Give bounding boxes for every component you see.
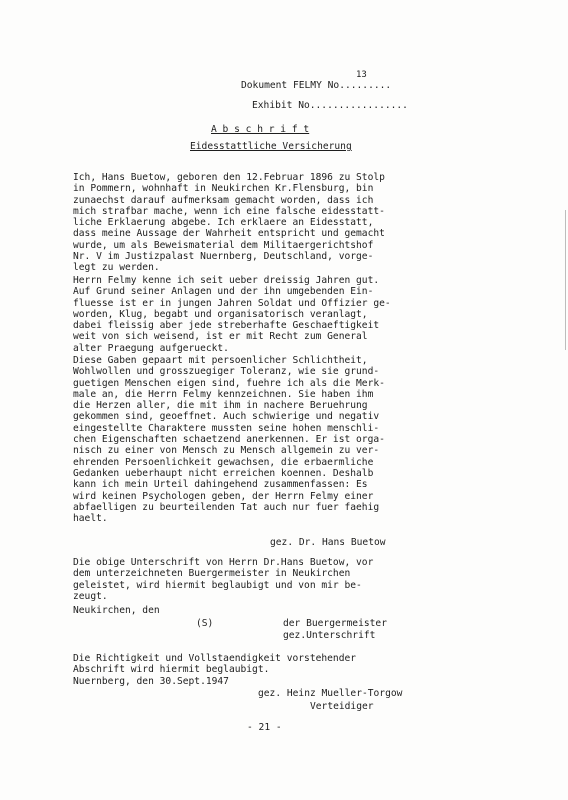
paragraph-3: Diese Gaben gepaart mit persoenlicher Schlichtheit, Wohlwollen und grosszuegiger Toleranz, wie sie grund- guetigen Menschen eigen sind, fuehre ich als die Merk- male an, die Herrn Felmy kennzeichnen. Sie haben ihm die Herzen aller, die mit ihm in nachere Beruehrung gekommen sind, geoeffnet. Auch schwierige und negativ eingestellte Charaktere mussten seine hohen menschli- chen Eigenschaften schaetzend anerkennen. Er ist orga- nisch zu einer von Mensch zu Mensch allgemein zu ver- ehrenden Persoenlichkeit gewachsen, die erbaermliche Gedanken ueberhaupt nicht erreichen koennen. Deshalb kann ich mein Urteil dahingehend zusammenfassen: Es wird keinen Psychologen geben, der Herrn Felmy einer abfaelligen zu beurteilenden Tat auch nur fuer faehig haelt.: [73, 355, 385, 525]
exhibit-label: Exhibit No.................: [252, 100, 408, 111]
document-title: A b s c h r i f t: [211, 124, 310, 135]
document-subtitle: Eidesstattliche Versicherung: [190, 141, 352, 152]
certification-paragraph: Die obige Unterschrift von Herrn Dr.Hans Buetow, vor dem unterzeichneten Buergermeister in Neukirchen geleistet, wird hiermit beglaubigt und von mir be- zeugt.: [73, 557, 374, 602]
edge-shadow: [565, 210, 566, 350]
place-date: Neukirchen, den: [73, 605, 160, 616]
signature-role: Verteidiger: [310, 701, 374, 712]
seal-mark: (S): [196, 618, 214, 629]
paragraph-1: Ich, Hans Buetow, geboren den 12.Februar 1896 zu Stolp in Pommern, wohnhaft in Neukirchen Kr.Flensburg, bin zunaechst darauf aufmerksam gemacht worden, dass ich mich strafbar mache, wenn ich eine falsche eidesstatt- liche Erklaerung abgebe. Ich erklaere an Eidesstatt, dass meine Aussage der Wahrheit entspricht und gemacht wurde, um als Beweismaterial dem Militaergerichtshof Nr. V im Justizpalast Nuernberg, Deutschland, vorge- legt zu werden.: [73, 172, 385, 274]
document-number: 13: [356, 70, 367, 80]
attestation-paragraph: Die Richtigkeit und Vollstaendigkeit vorstehender Abschrift wird hiermit beglaubigt. Nuernberg, den 30.Sept.1947: [73, 653, 357, 687]
signature-mueller-torgow: gez. Heinz Mueller-Torgow: [258, 688, 403, 699]
page-number: - 21 -: [247, 722, 282, 733]
mayor-title: der Buergermeister: [283, 618, 387, 629]
paragraph-2: Herrn Felmy kenne ich seit ueber dreissig Jahren gut. Auf Grund seiner Anlagen und der ihn umgebenden Ein- fluesse ist er in jungen Jahren Soldat und Offizier ge- worden, Klug, begabt und organisatorisch veranlagt, dabei fleissig aber jede streberhafte Geschaeftigkeit weit von sich weisend, ist er mit Recht zum General alter Praegung aufgerueckt.: [73, 275, 391, 354]
signature-buetow: gez. Dr. Hans Buetow: [270, 537, 386, 548]
document-label: Dokument FELMY No.........: [241, 80, 392, 91]
mayor-signature: gez.Unterschrift: [283, 630, 376, 641]
